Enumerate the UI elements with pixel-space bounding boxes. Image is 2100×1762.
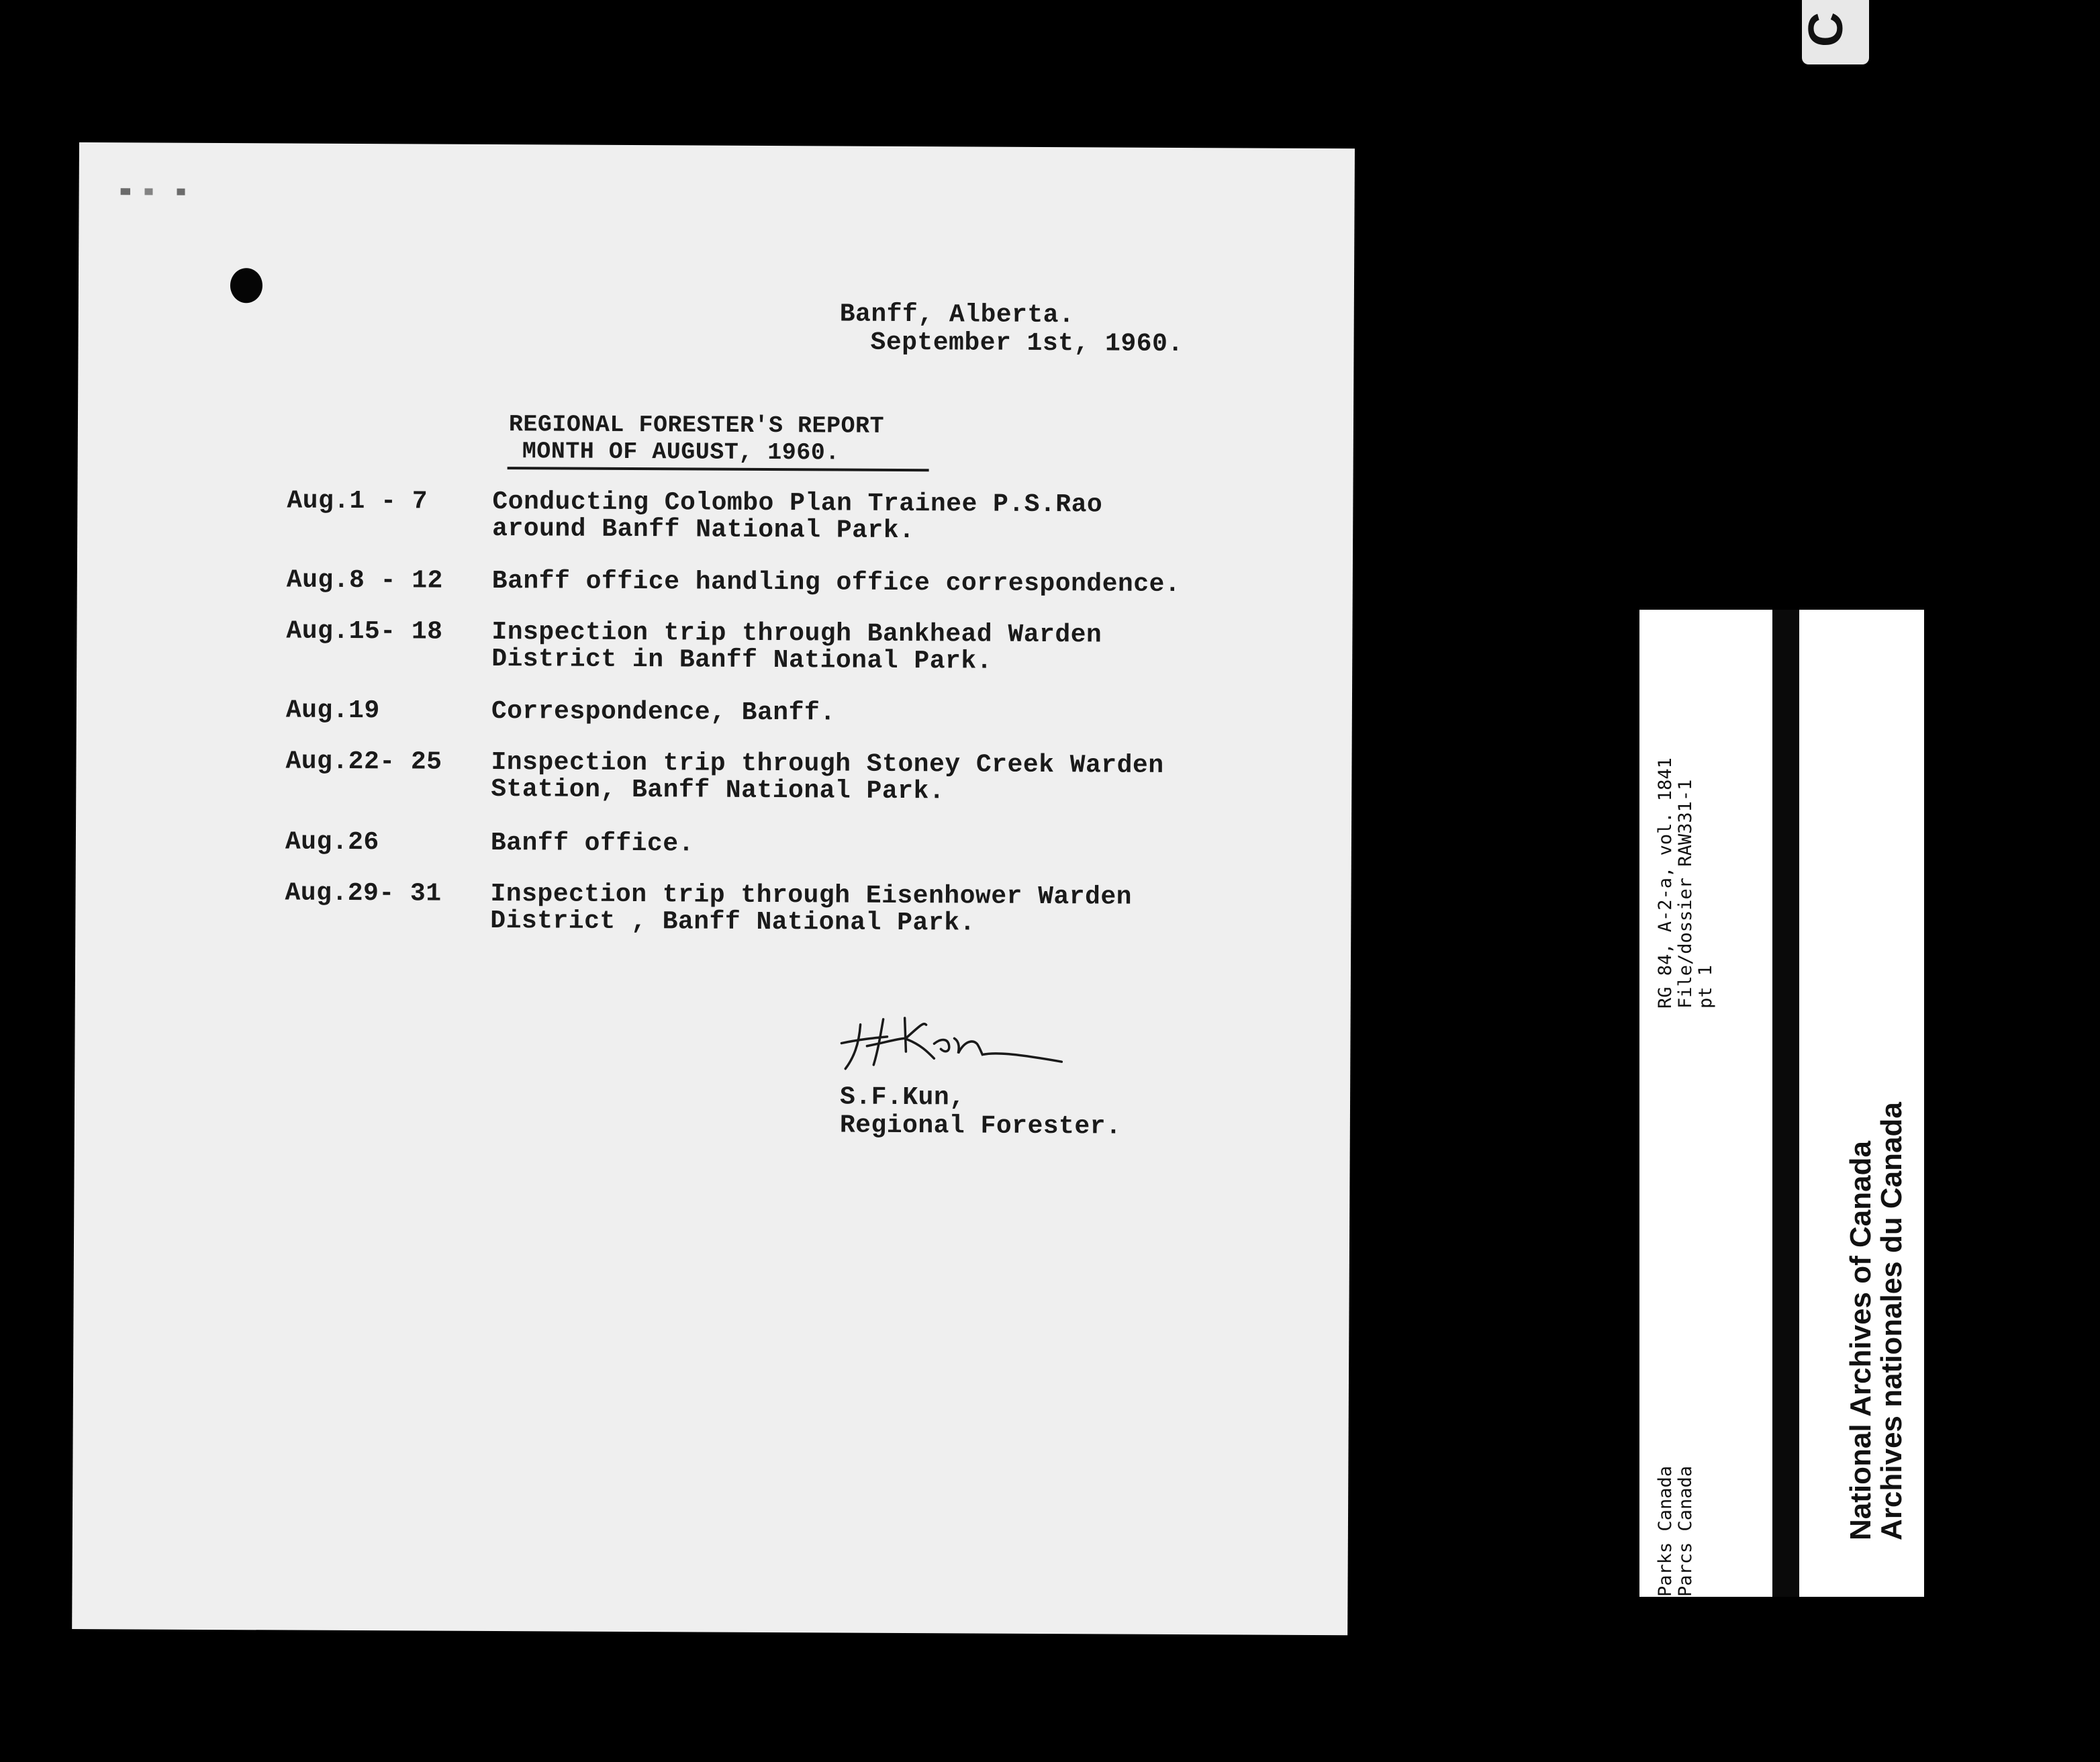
entry-description: Correspondence, Banff. (491, 697, 836, 728)
organization-name: Parcs Canada (1675, 1465, 1696, 1597)
entry-date: Aug.8 - 12 (286, 565, 443, 596)
archive-reference: RG 84, A-2-a, vol. 1841 (1655, 757, 1676, 1009)
entry-date: Aug.26 (285, 827, 379, 857)
entry-date: Aug.22- 25 (285, 747, 442, 777)
punch-hole (230, 268, 262, 303)
letter-place: Banff, Alberta. (839, 299, 1075, 330)
entry-description: District in Banff National Park. (491, 645, 993, 676)
handwritten-signature (840, 1005, 1069, 1080)
entry-description: Inspection trip through Stoney Creek Warden (491, 748, 1164, 780)
archive-reference: File/dossier RAW331-1 (1675, 779, 1696, 1009)
archive-name: Archives nationales du Canada (1875, 1102, 1908, 1540)
report-title: REGIONAL FORESTER'S REPORT (508, 411, 885, 440)
film-frame-mark (1799, 0, 1869, 64)
signer-title: Regional Forester. (839, 1111, 1122, 1142)
paper-marks (121, 188, 201, 195)
entry-description: Banff office handling office correspondence. (491, 567, 1181, 600)
frame-mark-glyph: C (1799, 12, 1853, 47)
entry-date: Aug.29- 31 (285, 878, 442, 909)
entry-date: Aug.15- 18 (286, 616, 443, 647)
archive-name: National Archives of Canada (1844, 1141, 1877, 1540)
entry-description: Banff office. (490, 829, 694, 859)
archive-reference: pt 1 (1695, 964, 1716, 1009)
entry-date: Aug.19 (285, 696, 380, 726)
archive-label (1639, 610, 1924, 1597)
entry-description: around Banff National Park. (492, 514, 915, 546)
entry-description: District , Banff National Park. (490, 907, 975, 938)
entry-description: Station, Banff National Park. (491, 775, 945, 806)
entry-description: Inspection trip through Bankhead Warden (491, 618, 1102, 650)
title-underline (508, 467, 929, 471)
report-subtitle: MONTH OF AUGUST, 1960. (522, 438, 840, 467)
entry-description: Inspection trip through Eisenhower Warden (490, 880, 1133, 912)
document-page (72, 142, 1355, 1635)
entry-date: Aug.1 - 7 (287, 486, 428, 516)
label-stripe (1772, 610, 1799, 1597)
entry-description: Conducting Colombo Plan Trainee P.S.Rao (492, 488, 1103, 520)
signer-name: S.F.Kun, (839, 1082, 965, 1113)
organization-name: Parks Canada (1655, 1465, 1676, 1597)
letter-date: September 1st, 1960. (870, 328, 1184, 359)
